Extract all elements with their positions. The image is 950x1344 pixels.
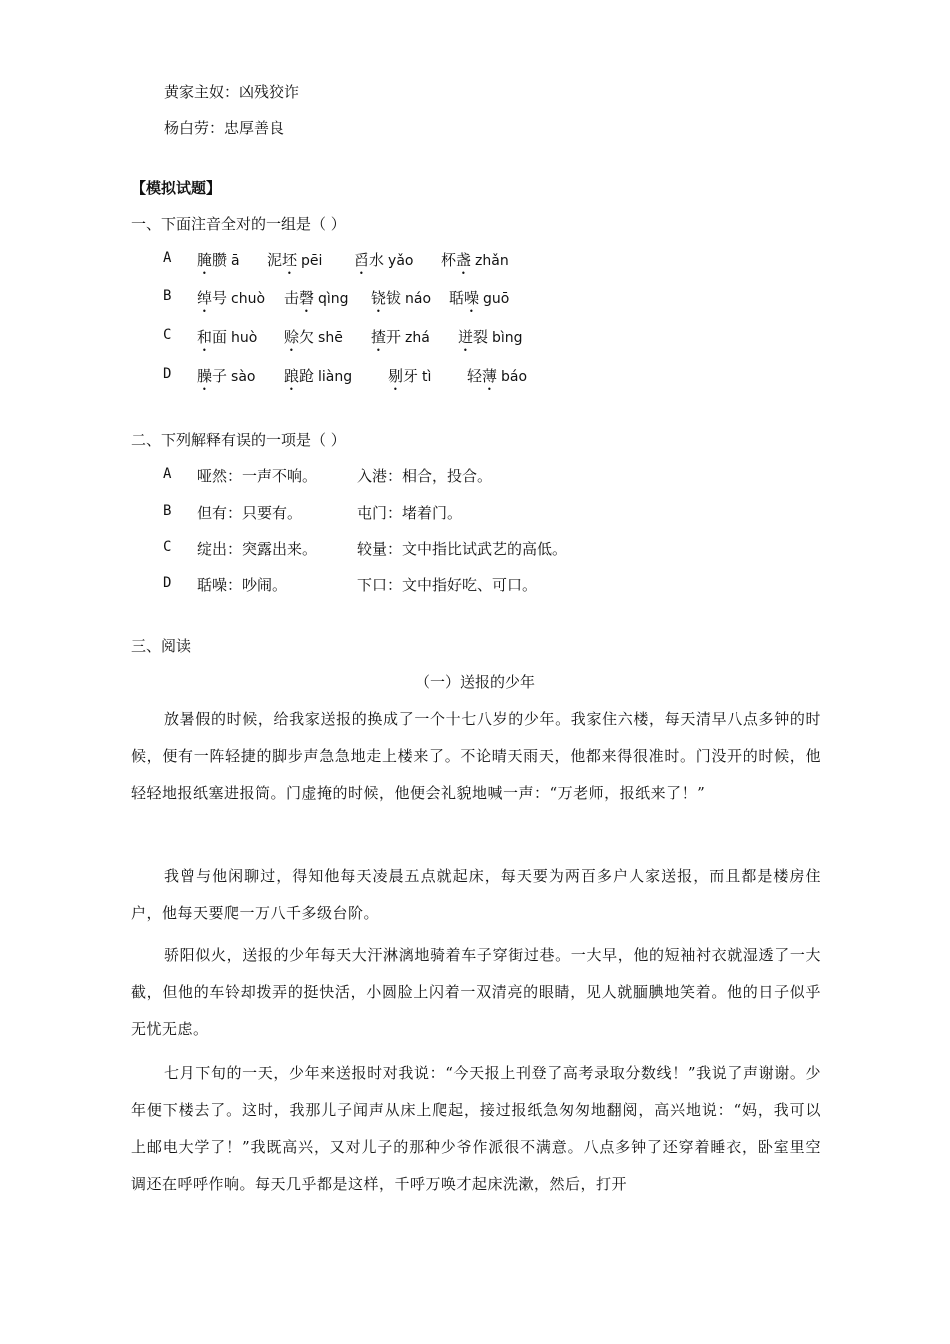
option-item: 剔牙 tì [388,367,432,385]
passage-title: （一）送报的少年 [415,673,536,691]
option-letter: B [163,288,172,304]
option-item: 舀水 yǎo [354,251,414,269]
question-1-title: 一、下面注音全对的一组是（ ） [131,215,346,233]
question-3-title: 三、阅读 [131,637,192,655]
option-item: 击磬 qìng [284,289,349,307]
option-item: 臊子 sào [197,367,256,385]
option-letter: A [163,250,172,266]
character-name: 杨白劳： [164,119,225,137]
option-item: 赊欠 shē [284,328,343,346]
passage-paragraph-2: 我曾与他闲聊过，得知他每天凌晨五点就起床，每天要为两百多户人家送报，而且都是楼房住户，他每天要爬一万八千多级台阶。 [131,867,821,922]
character-name: 黄家主奴： [164,83,240,101]
passage-paragraph-1: 放暑假的时候，给我家送报的换成了一个十七八岁的少年。我家住六楼，每天清早八点多钟的时候，便有一阵轻捷的脚步声急急地走上楼来了。不论晴天雨天，他都来得很准时。门没开的时候，他轻轻地报纸塞进报筒。门虚掩的时候，他便会礼貌地喊一声：“万老师，报纸来了！” [131,710,821,802]
option-letter: D [163,575,172,591]
option-letter: C [163,327,172,343]
passage-paragraph-3: 骄阳似火，送报的少年每天大汗淋漓地骑着车子穿街过巷。一大早，他的短袖衬衣就湿透了一大截，但他的车铃却拨弄的挺快活，小圆脸上闪着一双清亮的眼睛，见人就腼腆地笑着。他的日子似乎无忧无虑。 [131,946,821,1038]
option-left-text: 绽出：突露出来。 [197,540,318,558]
section-header: 【模拟试题】 [131,179,222,197]
character-desc: 凶残狡诈 [239,83,300,101]
option-item: 腌臜 ā [197,251,240,269]
option-right-text: 屯门：堵着门。 [357,504,463,522]
option-left-text: 聒噪：吵闹。 [197,576,288,594]
option-item: 绰号 chuò [197,289,266,307]
option-item: 聒噪 guō [449,289,510,307]
option-item: 踉跄 liàng [284,367,353,385]
option-letter: B [163,503,172,519]
option-letter: A [163,466,172,482]
option-left-text: 但有：只要有。 [197,504,303,522]
option-item: 揸开 zhá [371,328,430,346]
character-desc: 忠厚善良 [224,119,285,137]
passage-paragraph-4: 七月下旬的一天，少年来送报时对我说：“今天报上刊登了高考录取分数线！”我说了声谢谢。少年便下楼去了。这时，我那儿子闻声从床上爬起，接过报纸急匆匆地翻阅，高兴地说：“妈，我可以上邮电大学了！”我既高兴，又对儿子的那种少爷作派很不满意。八点多钟了还穿着睡衣，卧室里空调还在呼呼作响。每天几乎都是这样，千呼万唤才起床洗漱，然后，打开 [131,1064,821,1193]
option-item: 迸裂 bìng [458,328,523,346]
option-right-text: 下口：文中指好吃、可口。 [357,576,538,594]
option-right-text: 较量：文中指比试武艺的高低。 [357,540,568,558]
option-item: 和面 huò [197,328,258,346]
option-left-text: 哑然：一声不响。 [197,467,318,485]
option-item: 杯盏 zhǎn [441,251,509,269]
character-line-2 [164,118,284,138]
character-line-1 [164,82,299,102]
option-right-text: 入港：相合，投合。 [357,467,493,485]
option-item: 铙钹 náo [371,289,432,307]
question-2-title: 二、下列解释有误的一项是（ ） [131,431,346,449]
option-letter: C [163,539,172,555]
option-item: 轻薄 báo [467,367,528,385]
option-letter: D [163,366,172,382]
option-item: 泥坯 pēi [267,251,323,269]
